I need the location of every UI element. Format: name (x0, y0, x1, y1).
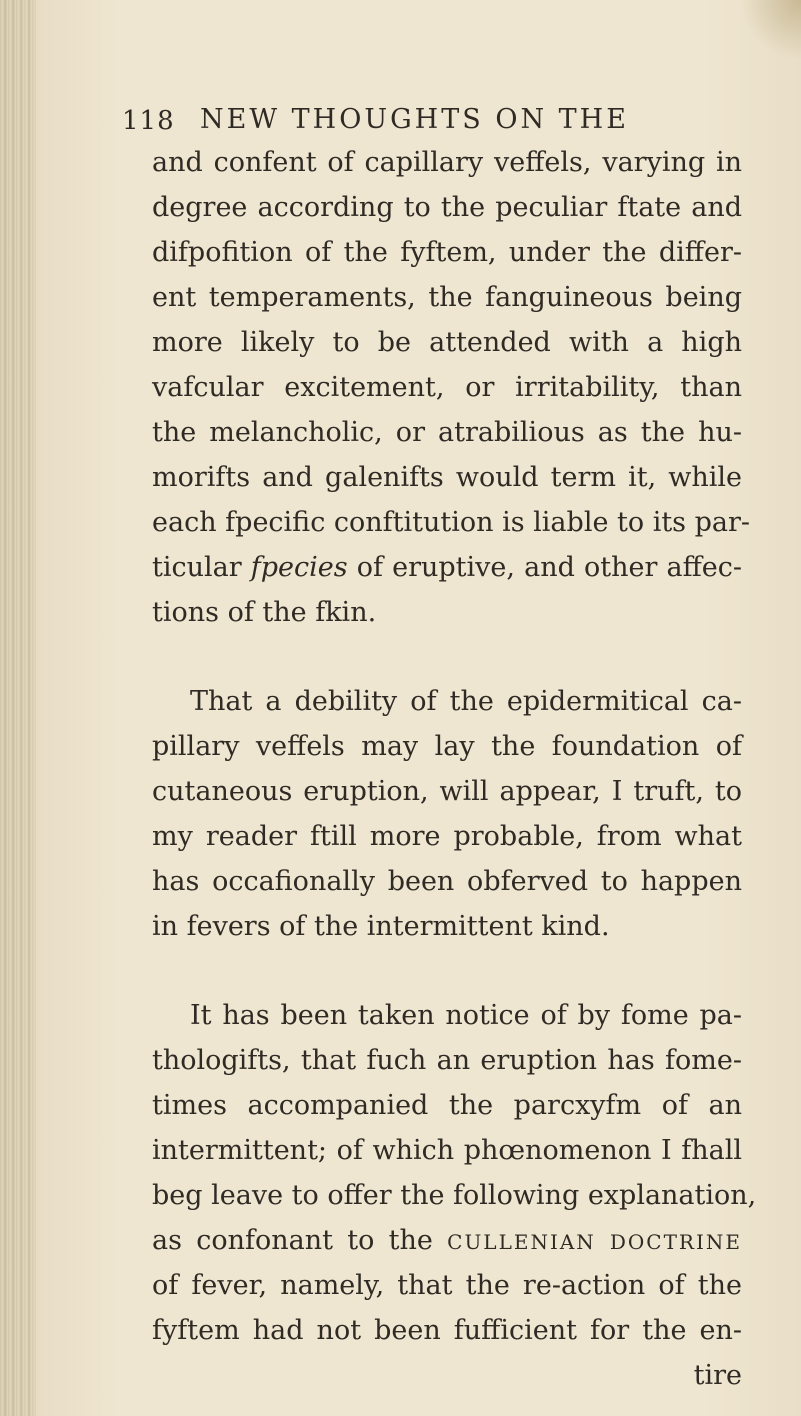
text-line: intermittent; of which phœnomenon I fhall (152, 1135, 742, 1166)
text-line: That a debility of the epidermitical ca- (190, 686, 742, 717)
catchword: tire (693, 1360, 742, 1391)
binding-edge (0, 0, 36, 1416)
paragraph-gap (152, 949, 742, 993)
text-line: and confent of capillary veffels, varying in (152, 147, 742, 178)
running-title: NEW THOUGHTS ON THE (200, 104, 629, 135)
paragraph (152, 993, 757, 1398)
text-line (152, 1218, 742, 1263)
text-line: times accompanied the parcxyfm of an (152, 1090, 742, 1121)
paragraph (152, 679, 742, 949)
page-header (0, 98, 801, 138)
text-line: difpofition of the fyftem, under the differ- (152, 237, 742, 268)
text-fragment: of eruptive, and other affec- (356, 552, 742, 583)
text-line: beg leave to offer the following explanation, (152, 1180, 757, 1211)
text-line: has occafionally been obferved to happen (152, 866, 742, 897)
text-line: the melancholic, or atrabilious as the hu- (152, 417, 742, 448)
text-line: ent temperaments, the fanguineous being (152, 282, 742, 313)
body-text (152, 140, 757, 1398)
text-line: cutaneous eruption, will appear, I truft, to (152, 776, 742, 807)
text-line (152, 545, 742, 590)
text-fragment: ticular (152, 552, 242, 583)
paragraph (152, 140, 751, 635)
text-line: morifts and galenifts would term it, while (152, 462, 742, 493)
page-corner-stain (741, 0, 801, 60)
page-number: 118 (122, 106, 175, 136)
italic-term: fpecies (250, 552, 348, 583)
text-line: my reader ftill more probable, from what (152, 821, 742, 852)
small-caps-term: CULLENIAN DOCTRINE (447, 1230, 742, 1254)
paragraph-gap (152, 635, 742, 679)
text-line: fyftem had not been fufficient for the en- (152, 1315, 742, 1346)
text-line: in fevers of the intermittent kind. (152, 911, 610, 942)
text-line: each fpecific conftitution is liable to its par- (152, 507, 751, 538)
text-line: of fever, namely, that the re-action of the (152, 1270, 742, 1301)
text-line: pillary veffels may lay the foundation of (152, 731, 742, 762)
text-line: tions of the fkin. (152, 597, 377, 628)
text-fragment: as confonant to the (152, 1225, 433, 1256)
text-line: more likely to be attended with a high (152, 327, 742, 358)
text-line: degree according to the peculiar ftate and (152, 192, 742, 223)
text-line: thologifts, that fuch an eruption has fome- (152, 1045, 742, 1076)
text-line: It has been taken notice of by fome pa- (190, 1000, 742, 1031)
text-line: vafcular excitement, or irritability, than (152, 372, 742, 403)
